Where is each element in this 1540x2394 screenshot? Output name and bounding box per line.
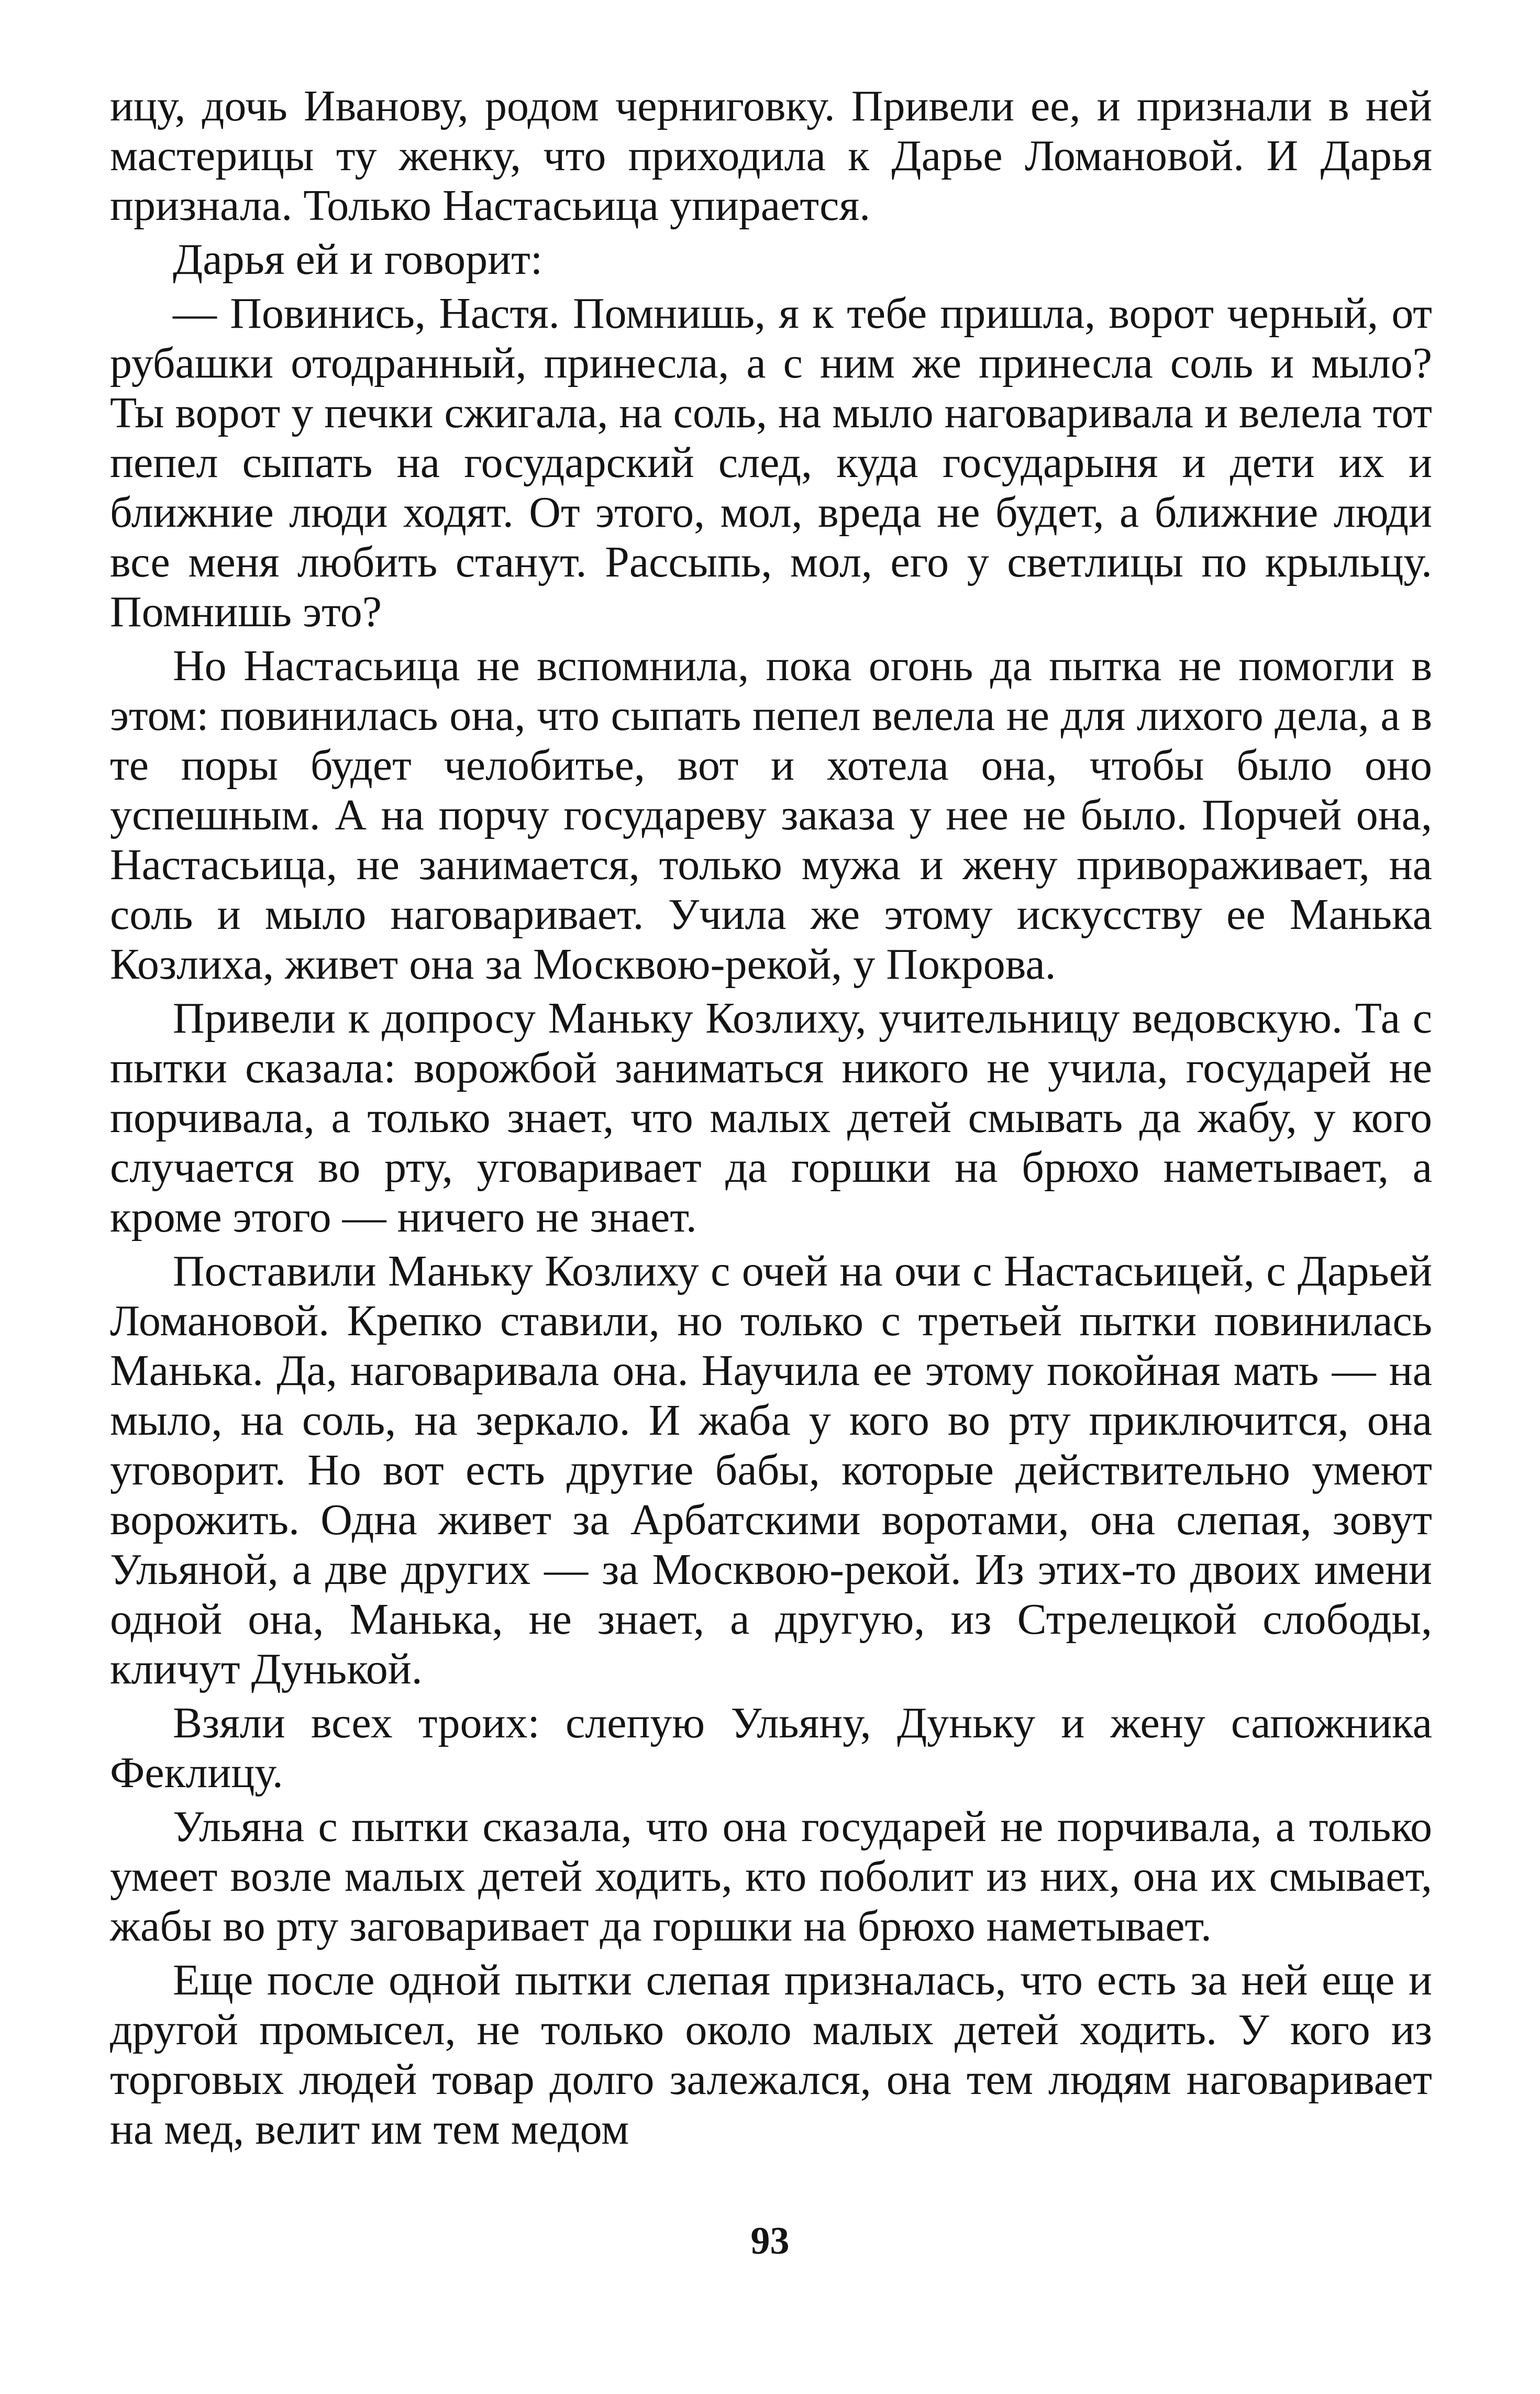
paragraph: Привели к допросу Маньку Козлиху, учительницу ведовскую. Та с пытки сказала: ворожбой заниматься никого не учила, государей не порчивала, а только знает, что малых детей смывать да жабу, у кого случается во рту, уговаривает да горшки на брюхо наметывает, а кроме этого — ничего не знает. bbox=[110, 994, 1432, 1242]
paragraph-continued: ицу, дочь Иванову, родом черниговку. Привели ее, и признали в ней мастерицы ту женку, что приходила к Дарье Ломановой. И Дарья признала. Только Настасьица упирается. bbox=[110, 82, 1432, 230]
paragraph: Взяли всех троих: слепую Ульяну, Дуньку и жену сапожника Феклицу. bbox=[110, 1699, 1432, 1797]
paragraph: Еще после одной пытки слепая призналась, что есть за ней еще и другой промысел, не только около малых детей ходить. У кого из торговых людей товар долго залежался, она тем людям наговаривает на мед, велит им тем медом bbox=[110, 1956, 1432, 2154]
body-text bbox=[110, 81, 1432, 2154]
paragraph: Поставили Маньку Козлиху с очей на очи с Настасьицей, с Дарьей Ломановой. Крепко ставили, но только с третьей пытки повинилась Манька. Да, наговаривала она. Научила ее этому покойная мать — на мыло, на соль, на зеркало. И жаба у кого во рту приключится, она уговорит. Но вот есть другие бабы, которые действительно умеют ворожить. Одна живет за Арбатскими воротами, она слепая, зовут Ульяной, а две других — за Москвою-рекой. Из этих-то двоих имени одной она, Манька, не знает, а другую, из Стрелецкой слободы, кличут Дунькой. bbox=[110, 1247, 1432, 1693]
paragraph: Но Настасьица не вспомнила, пока огонь да пытка не помогли в этом: повинилась она, что сыпать пепел велела не для лихого дела, а в те поры будет челобитье, вот и хотела она, чтобы было оно успешным. А на порчу государеву заказа у нее не было. Порчей она, Настасьица, не занимается, только мужа и жену привораживает, на соль и мыло наговаривает. Учила же этому искусству ее Манька Козлиха, живет она за Москвою-рекой, у Покрова. bbox=[110, 641, 1432, 989]
paragraph-dialogue: — Повинись, Настя. Помнишь, я к тебе пришла, ворот черный, от рубашки отодранный, принесла, а с ним же принесла соль и мыло? Ты ворот у печки сжигала, на соль, на мыло наговаривала и велела тот пепел сыпать на государский след, куда государыня и дети их и ближние люди ходят. От этого, мол, вреда не будет, а ближние люди все меня любить станут. Рассыпь, мол, его у светлицы по крыльцу. Помнишь это? bbox=[110, 289, 1432, 636]
page-number: 93 bbox=[750, 2220, 790, 2263]
paragraph: Дарья ей и говорит: bbox=[173, 235, 543, 284]
paragraph: Ульяна с пытки сказала, что она государей не порчивала, а только умеет возле малых детей ходить, кто поболит из них, она их смывает, жабы во рту заговаривает да горшки на брюхо наметывает. bbox=[110, 1802, 1432, 1950]
